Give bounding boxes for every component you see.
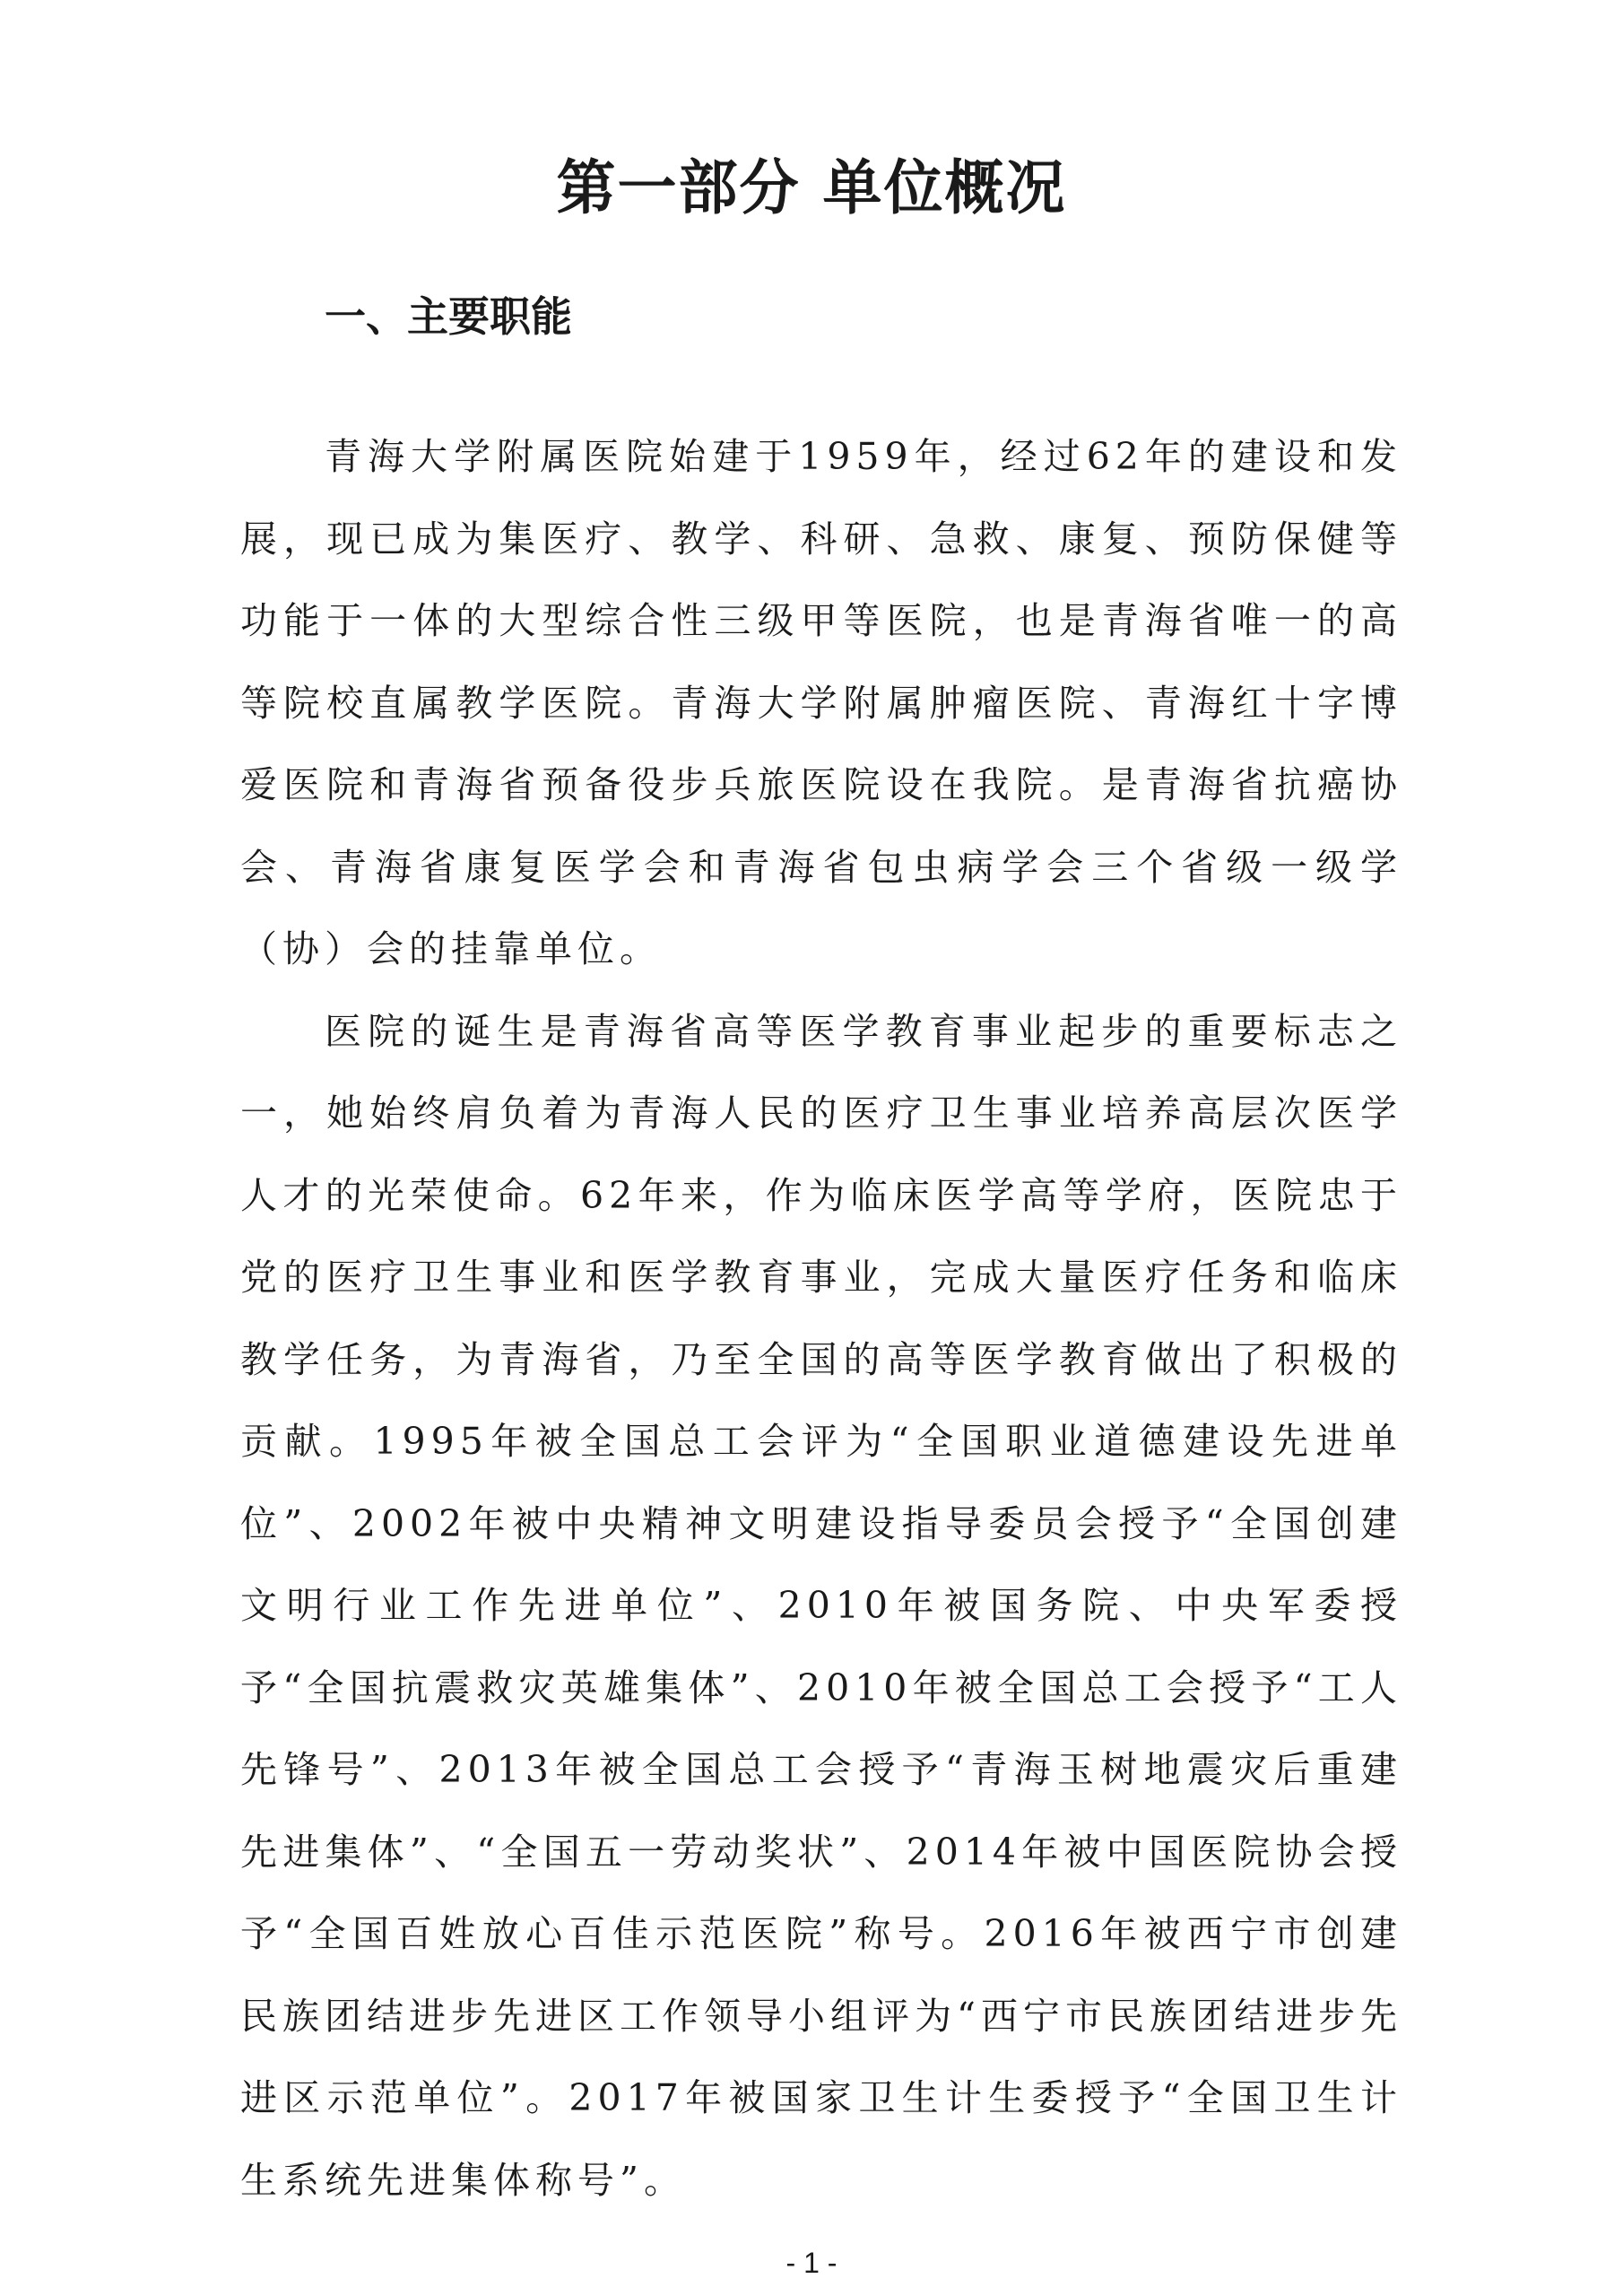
page-title: 第一部分 单位概况: [556, 153, 1067, 222]
paragraph: 青海大学附属医院始建于1959年，经过62年的建设和发展，现已成为集医疗、教学、科研、急救、康复、预防保健等功能于一体的大型综合性三级甲等医院，也是青海省唯一的高等院校直属教学医院。青海大学附属肿瘤医院、青海红十字博爱医院和青海省预备役步兵旅医院设在我院。是青海省抗癌协会、青海省康复医学会和青海省包虫病学会三个省级一级学（协）会的挂靠单位。: [240, 435, 1402, 970]
paragraph: 医院的诞生是青海省高等医学教育事业起步的重要标志之一，她始终肩负着为青海人民的医疗卫生事业培养高层次医学人才的光荣使命。62年来，作为临床医学高等学府，医院忠于党的医疗卫生事业和医学教育事业，完成大量医疗任务和临床教学任务，为青海省，乃至全国的高等医学教育做出了积极的贡献。1995年被全国总工会评为“全国职业道德建设先进单位”、2002年被中央精神文明建设指导委员会授予“全国创建文明行业工作先进单位”、2010年被国务院、中央军委授予“全国抗震救灾英雄集体”、2010年被全国总工会授予“工人先锋号”、2013年被全国总工会授予“青海玉树地震灾后重建先进集体”、“全国五一劳动奖状”、2014年被中国医院协会授予“全国百姓放心百佳示范医院”称号。2016年被西宁市创建民族团结进步先进区工作领导小组评为“西宁市民族团结进步先进区示范单位”。2017年被国家卫生计生委授予“全国卫生计生系统先进集体称号”。: [240, 1009, 1402, 2202]
body-text: [240, 416, 1402, 2222]
page-number: - 1 -: [785, 2247, 838, 2279]
section-heading: 一、主要职能: [325, 292, 572, 341]
